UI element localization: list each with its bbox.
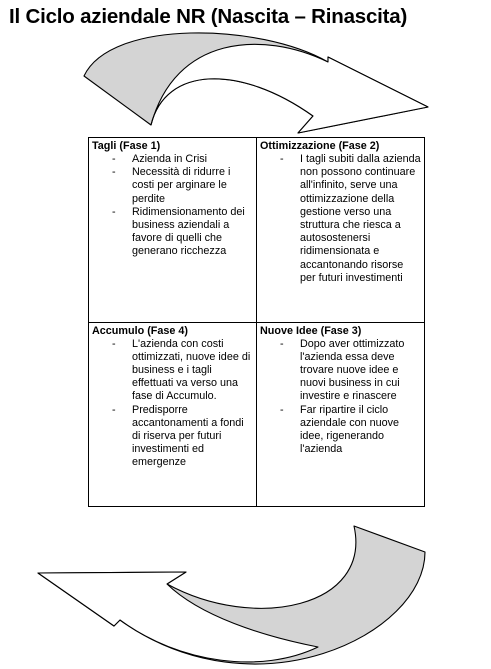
phase-title: Ottimizzazione (Fase 2) [260,140,380,152]
phase-point: - Azienda in Crisi [92,153,253,166]
curved-arrow-top-icon [0,30,491,130]
phase-title: Tagli (Fase 1) [92,140,161,152]
phase-title: Nuove Idee (Fase 3) [260,324,362,337]
page-title: Il Ciclo aziendale NR (Nascita – Rinascita) [9,5,408,28]
phase-cell-accumulo [89,322,257,507]
phase-title: Accumulo (Fase 4) [92,324,188,337]
phase-cell-tagli [89,138,257,323]
phase-points [260,153,421,285]
phase-point: - Ridimensionamento dei business aziendali a favore di quelli che generano ricchezza [92,206,253,259]
phase-points [260,338,421,457]
phase-cell-ottimizzazione [257,138,425,323]
phase-point: - Dopo aver ottimizzato l'azienda essa deve trovare nuove idee e nuovi business in cui investire e rinascere [260,338,421,404]
phase-cell-nuove-idee [257,322,425,507]
phase-point: - I tagli subiti dalla azienda non possono continuare all'infinito, serve una ottimizzazione della gestione verso una struttura che riesca a autosostenersi ridimensionata e accantonando risorse per futuri investimenti [260,153,421,285]
phase-points [92,153,253,259]
phase-point: - Far ripartire il ciclo aziendale con nuove idee, rigenerando l'azienda [260,404,421,457]
curved-arrow-bottom-icon [0,512,491,669]
phase-grid [88,137,425,507]
phase-points [92,338,253,470]
phase-point: - Predisporre accantonamenti a fondi di riserva per futuri investimenti ed emergenze [92,404,253,470]
phase-point: - L'azienda con costi ottimizzati, nuove idee di business e i tagli effettuati va verso una fase di Accumulo. [92,338,253,404]
phase-point: - Necessità di ridurre i costi per arginare le perdite [92,166,253,206]
phase-row-top [89,138,425,323]
phase-row-bottom [89,322,425,507]
